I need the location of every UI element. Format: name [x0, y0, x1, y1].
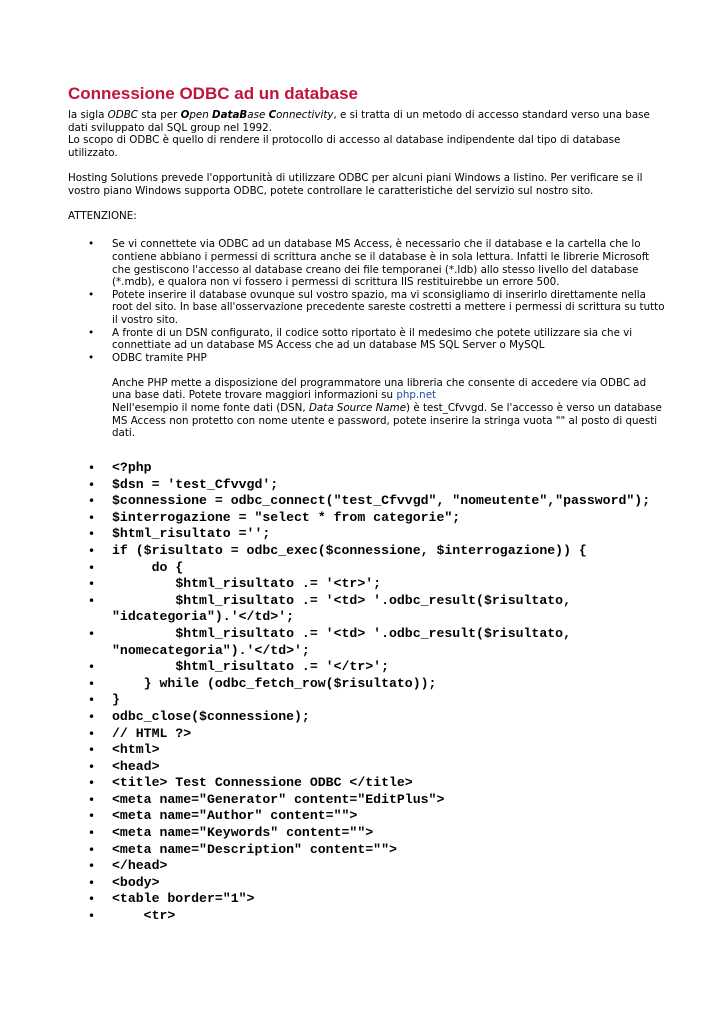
code-line: • }: [68, 692, 668, 709]
code-line: • odbc_close($connessione);: [68, 709, 668, 726]
code-line: • <meta name="Keywords" content="">: [68, 825, 668, 842]
odbc-term: ODBC: [107, 109, 138, 121]
intro-paragraph-2: Lo scopo di ODBC è quello di rendere il protocollo di accesso al database indipendente dal tipo di database utilizzato.: [68, 134, 621, 159]
php-text: Anche PHP mette a disposizione del programmatore una libreria che consente di accedere via ODBC ad una base dati. Potete trovare maggiori informazioni su: [112, 376, 647, 402]
code-line: • $html_risultato ='';: [68, 526, 668, 543]
dsn-term: Data Source Name: [308, 402, 407, 415]
list-item: • Se vi connettete via ODBC ad un database MS Access, è necessario che il database e la cartella che lo contiene abbiano i permessi di scrittura anche se il database è in sola lettura. Infatti le librerie Microsoft che gestiscono l'accesso al database creano dei file temporanei (*.ldb) allo stesso livello del database (*.mdb), e qualora non vi fossero i permessi di scrittura IIS restituirebbe un errore 500.: [68, 238, 668, 288]
php-paragraph-2: [112, 402, 668, 440]
code-line: • $html_risultato .= '<td> '.odbc_result($risultato, "idcategoria").'</td>';: [68, 593, 668, 626]
intro-text: , e si tratta di un metodo di accesso standard verso una base dati sviluppato dal SQL group nel 1992.: [68, 109, 650, 134]
acronym-letter: B: [239, 109, 248, 121]
code-line: • </head>: [68, 858, 668, 875]
code-line: • <meta name="Author" content="">: [68, 808, 668, 825]
list-item: • Potete inserire il database ovunque sul vostro spazio, ma vi sconsigliamo di inserirlo direttamente nella root del sito. In base all'osservazione precedente sareste costretti a mettere i permessi di scrittura su tutto il vostro sito.: [68, 289, 668, 327]
php-text: Nell'esempio il nome fonte dati (DSN,: [112, 402, 309, 415]
intro-paragraph-1: [68, 109, 668, 134]
code-line: • do {: [68, 560, 668, 577]
code-line: • <meta name="Description" content="">: [68, 842, 668, 859]
acronym-letter: O: [180, 109, 190, 121]
code-line: • $html_risultato .= '<td> '.odbc_result($risultato, "nomecategoria").'</td>';: [68, 626, 668, 659]
intro-paragraph-3: Hosting Solutions prevede l'opportunità di utilizzare ODBC per alcuni piani Windows a listino. Per verificare se il vostro piano Windows supporta ODBC, potete controllare le caratteristiche del servizio sul nostro sito.: [68, 171, 643, 197]
code-line: • } while (odbc_fetch_row($risultato));: [68, 676, 668, 693]
list-item: • A fronte di un DSN configurato, il codice sotto riportato è il medesimo che potete utilizzare sia che vi connettiate ad un database MS Access che ad un database MS SQL Server o MySQL: [68, 327, 668, 352]
notes-list: [68, 238, 668, 364]
code-line: • $interrogazione = "select * from categorie";: [68, 510, 668, 527]
code-line: • $html_risultato .= '</tr>';: [68, 659, 668, 676]
code-line: • // HTML ?>: [68, 726, 668, 743]
acronym-letter: Data: [212, 109, 240, 121]
code-listing: [68, 460, 668, 925]
acronym-word: pen: [189, 109, 213, 121]
code-line: • <table border="1">: [68, 891, 668, 908]
code-line: • $html_risultato .= '<tr>';: [68, 576, 668, 593]
php-section: [68, 377, 668, 440]
document-body: [68, 109, 668, 440]
code-line: • <html>: [68, 742, 668, 759]
list-item: • ODBC tramite PHP: [68, 352, 668, 365]
code-line: • <tr>: [68, 908, 668, 925]
code-line: • <head>: [68, 759, 668, 776]
code-line: • <meta name="Generator" content="EditPlus">: [68, 792, 668, 809]
code-line: • $connessione = odbc_connect("test_Cfvvgd", "nomeutente","password");: [68, 493, 668, 510]
intro-text: la sigla: [68, 109, 108, 121]
code-line: • if ($risultato = odbc_exec($connessione, $interrogazione)) {: [68, 543, 668, 560]
acronym-word: ase: [247, 109, 269, 121]
intro-text: sta per: [137, 109, 181, 121]
attention-label: ATTENZIONE:: [68, 209, 137, 222]
code-line: • <body>: [68, 875, 668, 892]
code-line: • <?php: [68, 460, 668, 477]
php-net-link[interactable]: php.net: [396, 389, 437, 402]
code-line: • $dsn = 'test_Cfvvgd';: [68, 477, 668, 494]
php-text: ) è test_Cfvvgd. Se l'accesso è verso un database MS Access non protetto con nome utente e password, potete inserire la stringa vuota "" al posto di questi dati.: [112, 402, 662, 440]
code-line: • <title> Test Connessione ODBC </title>: [68, 775, 668, 792]
php-paragraph-1: [112, 377, 668, 402]
acronym-letter: C: [268, 109, 277, 121]
page-title: Connessione ODBC ad un database: [68, 84, 358, 103]
acronym-word: onnectivity: [276, 109, 334, 121]
